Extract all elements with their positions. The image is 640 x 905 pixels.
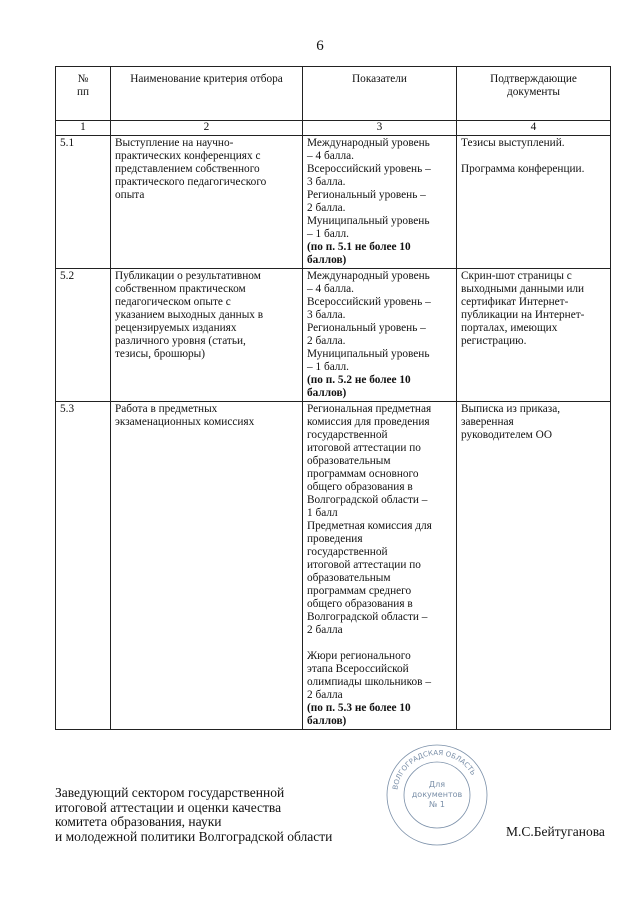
signer-name: М.С.Бейтуганова [506, 824, 605, 839]
indicator-line: олимпиады школьников – [307, 676, 431, 688]
footer-line: итоговой аттестации и оценки качества [55, 799, 282, 815]
criterion-line: практического педагогического [115, 176, 267, 188]
indicator-line: Муниципальный уровень [307, 215, 430, 227]
indicator-line: Всероссийский уровень – [307, 163, 431, 175]
footer-position [55, 786, 332, 844]
indicator-line: Региональная предметная [307, 403, 432, 415]
indicator-line: – 4 балла. [307, 150, 354, 162]
column-number: 3 [303, 121, 457, 136]
criterion-line: собственном практическом [115, 283, 246, 295]
indicator-line: – 4 балла. [307, 283, 354, 295]
criterion-line: Выступление на научно- [115, 137, 234, 149]
indicator-line: Региональный уровень – [307, 322, 426, 334]
indicator-line: Жюри регионального [307, 650, 411, 662]
document-line: заверенная [461, 416, 514, 428]
indicator-line: государственной [307, 429, 388, 441]
documents-cell [457, 136, 611, 269]
column-number: 4 [457, 121, 611, 136]
indicators-cell [303, 402, 457, 730]
criterion-line: опыта [115, 189, 145, 201]
criterion-cell [111, 269, 303, 402]
criterion-line: практических конференциях с [115, 150, 261, 162]
indicator-limit-line: (по п. 5.3 не более 10 [307, 702, 411, 714]
document-line: публикации на Интернет- [461, 309, 585, 321]
table-row [56, 402, 611, 730]
indicator-line: Муниципальный уровень [307, 348, 430, 360]
indicator-line: Волгоградской области – [307, 494, 428, 506]
indicators-cell [303, 269, 457, 402]
indicator-line: проведения [307, 533, 363, 545]
indicator-line: Предметная комиссия для [307, 520, 432, 532]
criterion-line: Работа в предметных [115, 403, 218, 415]
indicator-line: 2 балла [307, 689, 343, 701]
footer-line: комитета образования, науки [55, 814, 222, 830]
indicator-line: 1 балл [307, 507, 338, 519]
criterion-line: тезисы, брошюры) [115, 348, 206, 360]
header-indicators: Показатели [303, 67, 457, 121]
official-stamp [382, 740, 492, 850]
header-criterion: Наименование критерия отбора [111, 67, 303, 121]
indicator-line: образовательным [307, 572, 391, 584]
indicator-line: – 1 балл. [307, 361, 349, 373]
indicator-line: программам среднего [307, 585, 412, 597]
stamp-center-text: № 1 [429, 800, 445, 809]
document-item: Программа конференции. [461, 163, 585, 175]
indicator-line: 3 балла. [307, 309, 346, 321]
table-row [56, 136, 611, 269]
criterion-line: различного уровня (статьи, [115, 335, 246, 347]
indicator-line: итоговой аттестации по [307, 559, 421, 571]
indicator-line: Всероссийский уровень – [307, 296, 431, 308]
criterion-cell [111, 402, 303, 730]
indicator-line: этапа Всероссийской [307, 663, 409, 675]
column-number: 2 [111, 121, 303, 136]
header-num: № пп [56, 67, 111, 121]
indicator-limit-line: баллов) [307, 387, 347, 399]
stamp-center-text: Для [428, 780, 446, 789]
criteria-table [55, 66, 611, 730]
document-line: руководителем ОО [461, 429, 552, 441]
criterion-cell [111, 136, 303, 269]
document-item: Тезисы выступлений. [461, 137, 565, 149]
stamp-ring-text: ВОЛГОГРАДСКАЯ ОБЛАСТЬ [391, 748, 478, 791]
documents-cell [457, 269, 611, 402]
stamp-center-text: документов [411, 790, 463, 799]
document-line: сертификат Интернет- [461, 296, 569, 308]
indicator-line: Международный уровень [307, 270, 430, 282]
row-number: 5.1 [56, 136, 111, 269]
indicator-line: государственной [307, 546, 388, 558]
indicator-line: общего образования в [307, 481, 413, 493]
indicator-line: 2 балла. [307, 202, 346, 214]
table-header-row [56, 67, 611, 121]
indicators-cell [303, 136, 457, 269]
document-line: порталах, имеющих [461, 322, 558, 334]
indicator-line: итоговой аттестации по [307, 442, 421, 454]
document-line: Скрин-шот страницы с [461, 270, 572, 282]
indicator-line: 3 балла. [307, 176, 346, 188]
page-number: 6 [316, 38, 324, 54]
criterion-line: рецензируемых изданиях [115, 322, 237, 334]
documents-cell [457, 402, 611, 730]
indicator-line: общего образования в [307, 598, 413, 610]
document-line: регистрацию. [461, 335, 527, 347]
table-row [56, 269, 611, 402]
document-line: Выписка из приказа, [461, 403, 561, 415]
criterion-line: Публикации о результативном [115, 270, 261, 282]
indicator-line: программам основного [307, 468, 419, 480]
indicator-line: – 1 балл. [307, 228, 349, 240]
indicator-line: 2 балла [307, 624, 343, 636]
criterion-line: представлением собственного [115, 163, 260, 175]
indicator-line: образовательным [307, 455, 391, 467]
column-number: 1 [56, 121, 111, 136]
footer-line: и молодежной политики Волгоградской области [55, 828, 333, 844]
criterion-line: педагогическом опыте с [115, 296, 231, 308]
indicator-line: Волгоградской области – [307, 611, 428, 623]
indicator-line: комиссия для проведения [307, 416, 430, 428]
indicator-limit-line: (по п. 5.1 не более 10 [307, 241, 411, 253]
indicator-line: 2 балла. [307, 335, 346, 347]
column-number-row [56, 121, 611, 136]
criterion-line: указанием выходных данных в [115, 309, 264, 321]
indicator-limit-line: баллов) [307, 254, 347, 266]
criterion-line: экзаменационных комиссиях [115, 416, 255, 428]
indicator-limit-line: баллов) [307, 715, 347, 727]
footer-line: Заведующий сектором государственной [55, 785, 285, 800]
row-number: 5.2 [56, 269, 111, 402]
indicator-limit-line: (по п. 5.2 не более 10 [307, 374, 411, 386]
header-documents: Подтверждающие документы [457, 67, 611, 121]
indicator-line [307, 637, 452, 650]
document-line: выходными данными или [461, 283, 585, 295]
row-number: 5.3 [56, 402, 111, 730]
indicator-line: Региональный уровень – [307, 189, 426, 201]
indicator-line: Международный уровень [307, 137, 430, 149]
